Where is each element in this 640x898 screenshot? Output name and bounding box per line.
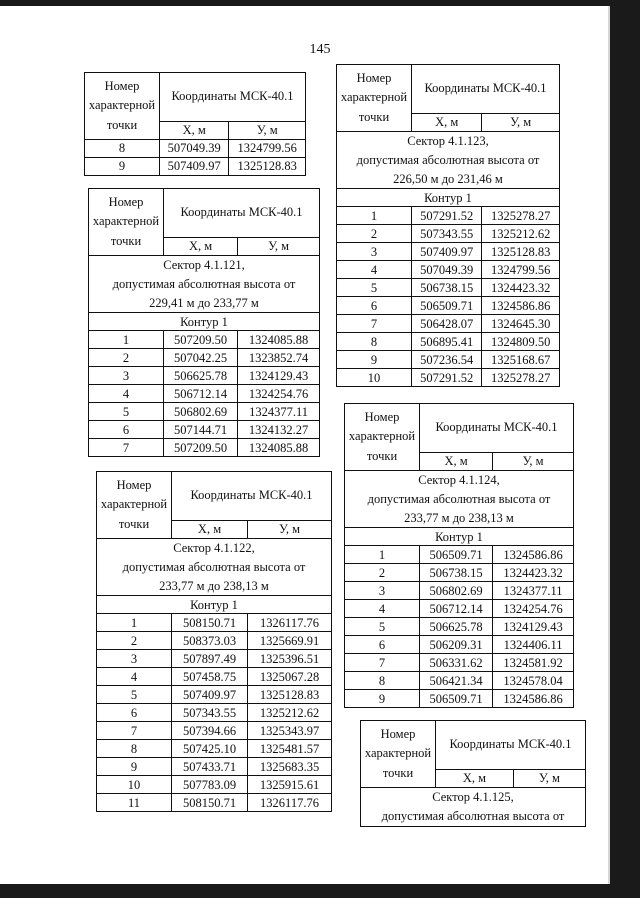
table-row [89,385,320,403]
coord-table-sector-123 [336,64,560,387]
table-row [85,140,306,158]
point-number-cell: 8 [97,740,172,758]
y-coordinate-cell: 1324377.11 [493,582,574,600]
sector-desc-line1: допустимая абсолютная высота от [381,808,565,823]
table-row [97,794,332,812]
y-coordinate-cell: 1325396.51 [248,650,332,668]
point-number-cell: 7 [345,654,420,672]
y-coordinate-cell: 1324406.11 [493,636,574,654]
header-x: Х, м [436,770,514,788]
contour-label: Контур 1 [89,313,320,331]
header-point-number [85,73,160,140]
contour-label: Контур 1 [345,528,574,546]
x-coordinate-cell: 506712.14 [164,385,238,403]
scan-border-right [610,0,640,898]
header-coordinates [172,472,332,521]
y-coordinate-cell: 1326117.76 [248,614,332,632]
sector-desc-line1: допустимая абсолютная высота от [112,276,296,291]
y-coordinate-cell: 1324129.43 [493,618,574,636]
y-coordinate-cell: 1325278.27 [482,207,560,225]
table-row [337,243,560,261]
header-x: Х, м [420,453,493,471]
y-coordinate-cell: 1324586.86 [482,297,560,315]
header-coordinates-text: Координаты МСК-40.1 [171,89,294,104]
x-coordinate-cell: 506509.71 [420,690,493,708]
point-number-cell: 4 [97,668,172,686]
point-number-cell: 8 [85,140,160,158]
coord-table-sector-125 [360,720,586,827]
table-row [345,600,574,618]
point-number-cell: 3 [89,367,164,385]
sector-caption [345,471,574,528]
table-row [337,297,560,315]
table-row [97,614,332,632]
x-coordinate-cell: 506802.69 [164,403,238,421]
y-coordinate-cell: 1325128.83 [482,243,560,261]
table-row [337,225,560,243]
point-number-cell: 11 [97,794,172,812]
table-row [337,279,560,297]
header-x: Х, м [164,238,238,256]
point-number-cell: 1 [337,207,412,225]
y-coordinate-cell: 1325128.83 [229,158,306,176]
header-x: Х, м [160,122,229,140]
sector-caption [97,539,332,596]
contour-label: Контур 1 [97,596,332,614]
table-row [89,439,320,457]
y-coordinate-cell: 1324586.86 [493,546,574,564]
point-number-cell: 2 [97,632,172,650]
y-coordinate-cell: 1325278.27 [482,369,560,387]
table-row [89,331,320,349]
y-coordinate-cell: 1324645.30 [482,315,560,333]
table-row [97,704,332,722]
x-coordinate-cell: 506209.31 [420,636,493,654]
point-number-cell: 5 [345,618,420,636]
table-row [345,564,574,582]
header-point-number-text: Номер характерной точки [88,79,156,132]
point-number-cell: 8 [345,672,420,690]
header-point-number-text: Номер характерной точки [100,478,168,531]
header-point-number-text: Номер характерной точки [348,410,416,463]
y-coordinate-cell: 1325128.83 [248,686,332,704]
header-coordinates [436,721,586,770]
table-row [337,207,560,225]
x-coordinate-cell: 506802.69 [420,582,493,600]
table-row [337,369,560,387]
header-coordinates-text: Координаты МСК-40.1 [424,81,547,96]
header-point-number-text: Номер характерной точки [364,727,432,780]
x-coordinate-cell: 508150.71 [172,614,248,632]
point-number-cell: 7 [337,315,412,333]
header-x: Х, м [412,114,482,132]
point-number-cell: 8 [337,333,412,351]
point-number-cell: 7 [89,439,164,457]
sector-title: Сектор 4.1.124, [418,473,500,488]
table-row [85,158,306,176]
x-coordinate-cell: 507409.97 [172,686,248,704]
header-point-number [337,65,412,132]
point-number-cell: 6 [345,636,420,654]
point-number-cell: 9 [345,690,420,708]
y-coordinate-cell: 1323852.74 [238,349,320,367]
table-rows [89,331,320,457]
table-row [345,636,574,654]
table-row [89,367,320,385]
x-coordinate-cell: 508150.71 [172,794,248,812]
point-number-cell: 9 [85,158,160,176]
x-coordinate-cell: 506509.71 [412,297,482,315]
header-coordinates-text: Координаты МСК-40.1 [435,420,558,435]
x-coordinate-cell: 507425.10 [172,740,248,758]
table-row [345,690,574,708]
header-point-number-text: Номер характерной точки [92,195,160,248]
x-coordinate-cell: 507343.55 [172,704,248,722]
point-number-cell: 6 [89,421,164,439]
x-coordinate-cell: 507394.66 [172,722,248,740]
table-row [337,333,560,351]
point-number-cell: 5 [89,403,164,421]
y-coordinate-cell: 1324578.04 [493,672,574,690]
point-number-cell: 4 [345,600,420,618]
table-row [345,582,574,600]
sector-desc-line2: 233,77 м до 238,13 м [159,578,269,593]
table-row [97,758,332,776]
point-number-cell: 7 [97,722,172,740]
table-row [89,403,320,421]
x-coordinate-cell: 506421.34 [420,672,493,690]
header-x: Х, м [172,521,248,539]
table-row [97,668,332,686]
sector-desc-line2: 226,50 м до 231,46 м [393,171,503,186]
point-number-cell: 5 [97,686,172,704]
table-row [97,686,332,704]
header-coordinates [164,189,320,238]
table-rows [345,546,574,708]
x-coordinate-cell: 506895.41 [412,333,482,351]
header-coordinates [160,73,306,122]
point-number-cell: 9 [337,351,412,369]
sector-desc-line1: допустимая абсолютная высота от [122,559,306,574]
y-coordinate-cell: 1324799.56 [229,140,306,158]
y-coordinate-cell: 1324586.86 [493,690,574,708]
header-point-number [97,472,172,539]
y-coordinate-cell: 1324377.11 [238,403,320,421]
point-number-cell: 6 [337,297,412,315]
sector-caption [361,788,586,827]
sector-title: Сектор 4.1.125, [432,790,514,805]
y-coordinate-cell: 1324423.32 [493,564,574,582]
sector-title: Сектор 4.1.123, [407,134,489,149]
x-coordinate-cell: 506428.07 [412,315,482,333]
scan-border-top [0,0,640,6]
point-number-cell: 10 [97,776,172,794]
y-coordinate-cell: 1325915.61 [248,776,332,794]
table-row [345,654,574,672]
table-row [89,349,320,367]
x-coordinate-cell: 507209.50 [164,331,238,349]
y-coordinate-cell: 1325067.28 [248,668,332,686]
header-y: У, м [493,453,574,471]
y-coordinate-cell: 1324085.88 [238,331,320,349]
x-coordinate-cell: 507049.39 [160,140,229,158]
point-number-cell: 6 [97,704,172,722]
table-row [89,421,320,439]
y-coordinate-cell: 1324581.92 [493,654,574,672]
x-coordinate-cell: 508373.03 [172,632,248,650]
header-y: У, м [238,238,320,256]
x-coordinate-cell: 507897.49 [172,650,248,668]
table-row [97,632,332,650]
x-coordinate-cell: 506331.62 [420,654,493,672]
header-y: У, м [248,521,332,539]
x-coordinate-cell: 506738.15 [420,564,493,582]
table-row [97,650,332,668]
table-row [97,722,332,740]
point-number-cell: 4 [337,261,412,279]
y-coordinate-cell: 1324254.76 [493,600,574,618]
sector-desc-line1: допустимая абсолютная высота от [367,491,551,506]
y-coordinate-cell: 1324129.43 [238,367,320,385]
point-number-cell: 9 [97,758,172,776]
table-row [337,261,560,279]
x-coordinate-cell: 507209.50 [164,439,238,457]
header-y: У, м [482,114,560,132]
x-coordinate-cell: 506738.15 [412,279,482,297]
point-number-cell: 4 [89,385,164,403]
y-coordinate-cell: 1325212.62 [248,704,332,722]
point-number-cell: 10 [337,369,412,387]
header-y: У, м [229,122,306,140]
y-coordinate-cell: 1324799.56 [482,261,560,279]
table-row [97,776,332,794]
x-coordinate-cell: 507458.75 [172,668,248,686]
document-page [0,6,608,884]
y-coordinate-cell: 1325669.91 [248,632,332,650]
x-coordinate-cell: 507144.71 [164,421,238,439]
header-coordinates-text: Координаты МСК-40.1 [180,205,303,220]
y-coordinate-cell: 1325343.97 [248,722,332,740]
y-coordinate-cell: 1325212.62 [482,225,560,243]
y-coordinate-cell: 1326117.76 [248,794,332,812]
x-coordinate-cell: 507049.39 [412,261,482,279]
sector-desc-line2: 233,77 м до 238,13 м [404,510,514,525]
y-coordinate-cell: 1325481.57 [248,740,332,758]
x-coordinate-cell: 506625.78 [164,367,238,385]
y-coordinate-cell: 1324132.27 [238,421,320,439]
header-coordinates-text: Координаты МСК-40.1 [449,737,572,752]
header-point-number [89,189,164,256]
sector-caption [89,256,320,313]
point-number-cell: 1 [89,331,164,349]
x-coordinate-cell: 507783.09 [172,776,248,794]
x-coordinate-cell: 507343.55 [412,225,482,243]
sector-title: Сектор 4.1.121, [163,258,245,273]
table-row [345,672,574,690]
point-number-cell: 2 [337,225,412,243]
point-number-cell: 3 [345,582,420,600]
point-number-cell: 1 [345,546,420,564]
x-coordinate-cell: 507409.97 [412,243,482,261]
y-coordinate-cell: 1325168.67 [482,351,560,369]
y-coordinate-cell: 1324085.88 [238,439,320,457]
x-coordinate-cell: 507291.52 [412,207,482,225]
x-coordinate-cell: 506509.71 [420,546,493,564]
y-coordinate-cell: 1324423.32 [482,279,560,297]
table-rows [85,140,306,176]
y-coordinate-cell: 1325683.35 [248,758,332,776]
point-number-cell: 5 [337,279,412,297]
point-number-cell: 3 [97,650,172,668]
table-row [97,740,332,758]
table-row [345,618,574,636]
table-row [337,315,560,333]
coord-table-sector-121 [88,188,320,457]
header-point-number [345,404,420,471]
x-coordinate-cell: 507433.71 [172,758,248,776]
coord-table-sector-124 [344,403,574,708]
table-rows [337,207,560,387]
page-number: 145 [309,42,331,57]
sector-title: Сектор 4.1.122, [173,541,255,556]
table-row [337,351,560,369]
y-coordinate-cell: 1324254.76 [238,385,320,403]
y-coordinate-cell: 1324809.50 [482,333,560,351]
x-coordinate-cell: 507042.25 [164,349,238,367]
table-row [345,546,574,564]
scan-border-bottom [0,884,640,898]
header-coordinates-text: Координаты МСК-40.1 [190,488,313,503]
coord-table-sector-122 [96,471,332,812]
sector-caption [337,132,560,189]
header-coordinates [412,65,560,114]
x-coordinate-cell: 506712.14 [420,600,493,618]
header-coordinates [420,404,574,453]
x-coordinate-cell: 507236.54 [412,351,482,369]
point-number-cell: 1 [97,614,172,632]
x-coordinate-cell: 507291.52 [412,369,482,387]
header-y: У, м [513,770,585,788]
sector-desc-line2: 229,41 м до 233,77 м [149,295,259,310]
point-number-cell: 2 [345,564,420,582]
sector-desc-line1: допустимая абсолютная высота от [356,152,540,167]
coord-table-continuation [84,72,306,176]
table-rows [97,614,332,812]
header-point-number-text: Номер характерной точки [340,71,408,124]
contour-label: Контур 1 [337,189,560,207]
x-coordinate-cell: 506625.78 [420,618,493,636]
point-number-cell: 2 [89,349,164,367]
x-coordinate-cell: 507409.97 [160,158,229,176]
header-point-number [361,721,436,788]
point-number-cell: 3 [337,243,412,261]
